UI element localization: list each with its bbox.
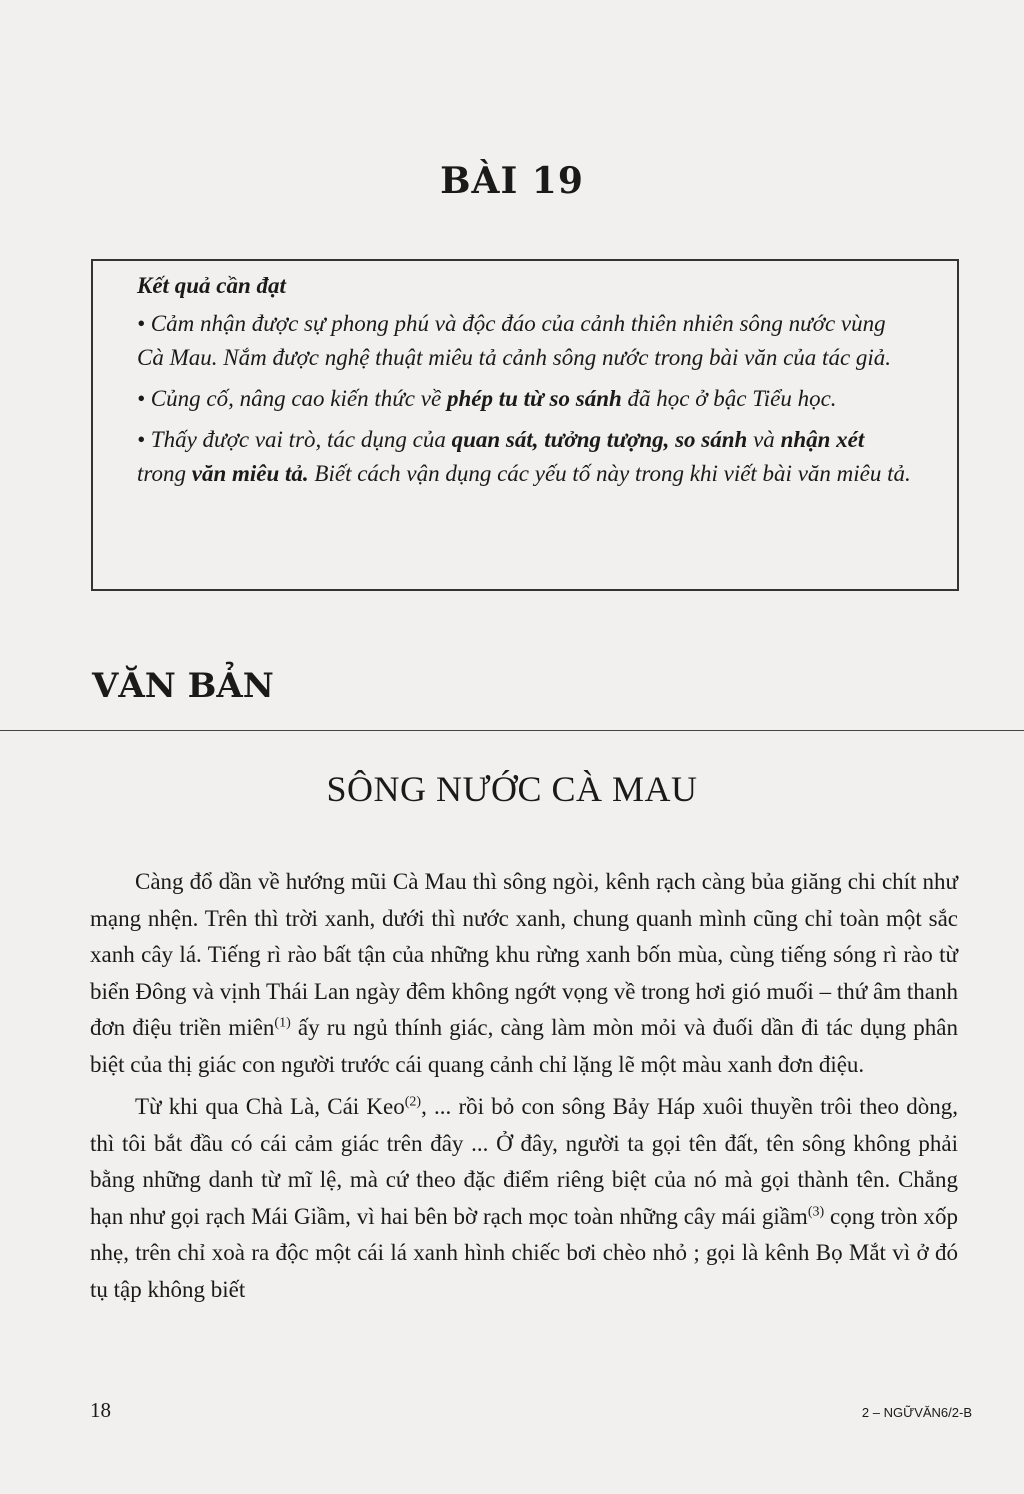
paragraph-2: Từ khi qua Chà Là, Cái Keo$^{(2)}$, ... rồi bỏ con sông Bảy Háp xuôi thuyền trôi theo dòng, thì tôi bắt đầu có cái cảm giác trên đây ... Ở đây, người ta gọi tên đất, tên sông không phải bằng những danh từ mĩ lệ, mà cứ theo đặc điểm riêng biệt của nó mà gọi thành tên. Chẳng hạn như gọi rạch Mái Giầm, vì hai bên bờ rạch mọc toàn những cây mái giầm$^{(3)}$ cọng tròn xốp nhẹ, trên chỉ xoà ra độc một cái lá xanh hình chiếc bơi chèo nhỏ ; gọi là kênh Bọ Mắt vì ở đó tụ tập không biết [90,1094,958,1302]
footnote-marker-1: (1) [274,1015,291,1031]
section-title: VĂN BẢN [92,666,274,706]
paragraph-1: Càng đổ dần về hướng mũi Cà Mau thì sông ngòi, kênh rạch càng bủa giăng chi chít như mạng nhện. Trên thì trời xanh, dưới thì nước xanh, chung quanh mình cũng chỉ toàn một sắc xanh cây lá. Tiếng rì rào bất tận của những khu rừng xanh bốn mùa, cùng tiếng sóng rì rào từ biển Đông và vịnh Thái Lan ngày đêm không ngớt vọng về trong hơi gió muối – thứ âm thanh đơn điệu triền miên$^{(1)}$ ấy ru ngủ thính giác, càng làm mòn mỏi và đuối dần đi tác dụng phân biệt của thị giác con người trước cái quang cảnh chỉ lặng lẽ một màu xanh đơn điệu. [90,869,958,1077]
lesson-title: BÀI 19 [440,160,584,202]
goal-item-1: • Cảm nhận được sự phong phú và độc đáo của cảnh thiên nhiên sông nước vùng Cà Mau. Nắm được nghệ thuật miêu tả cảnh sông nước trong bài văn của tác giả. [137,311,892,370]
goal-item-2: • Củng cố, nâng cao kiến thức về phép tu từ so sánh đã học ở bậc Tiểu học. [137,386,837,411]
text-title: SÔNG NƯỚC CÀ MAU [326,769,698,809]
footnote-marker-2: (2) [404,1094,422,1110]
body-text [90,864,958,1314]
book-code: 2 – NGỮVĂN6/2-B [861,1405,972,1420]
page-number: 18 [90,1398,111,1422]
page-divider [0,730,1024,731]
goal-item-3: • Thấy được vai trò, tác dụng của quan sát, tưởng tượng, so sánh và nhận xét trong văn miêu tả. Biết cách vận dụng các yếu tố này trong khi viết bài văn miêu tả. [137,427,911,486]
footnote-marker-3: (3) [807,1203,825,1219]
goals-heading: Kết quả cần đạt [137,273,286,298]
learning-goals-box [91,259,959,591]
